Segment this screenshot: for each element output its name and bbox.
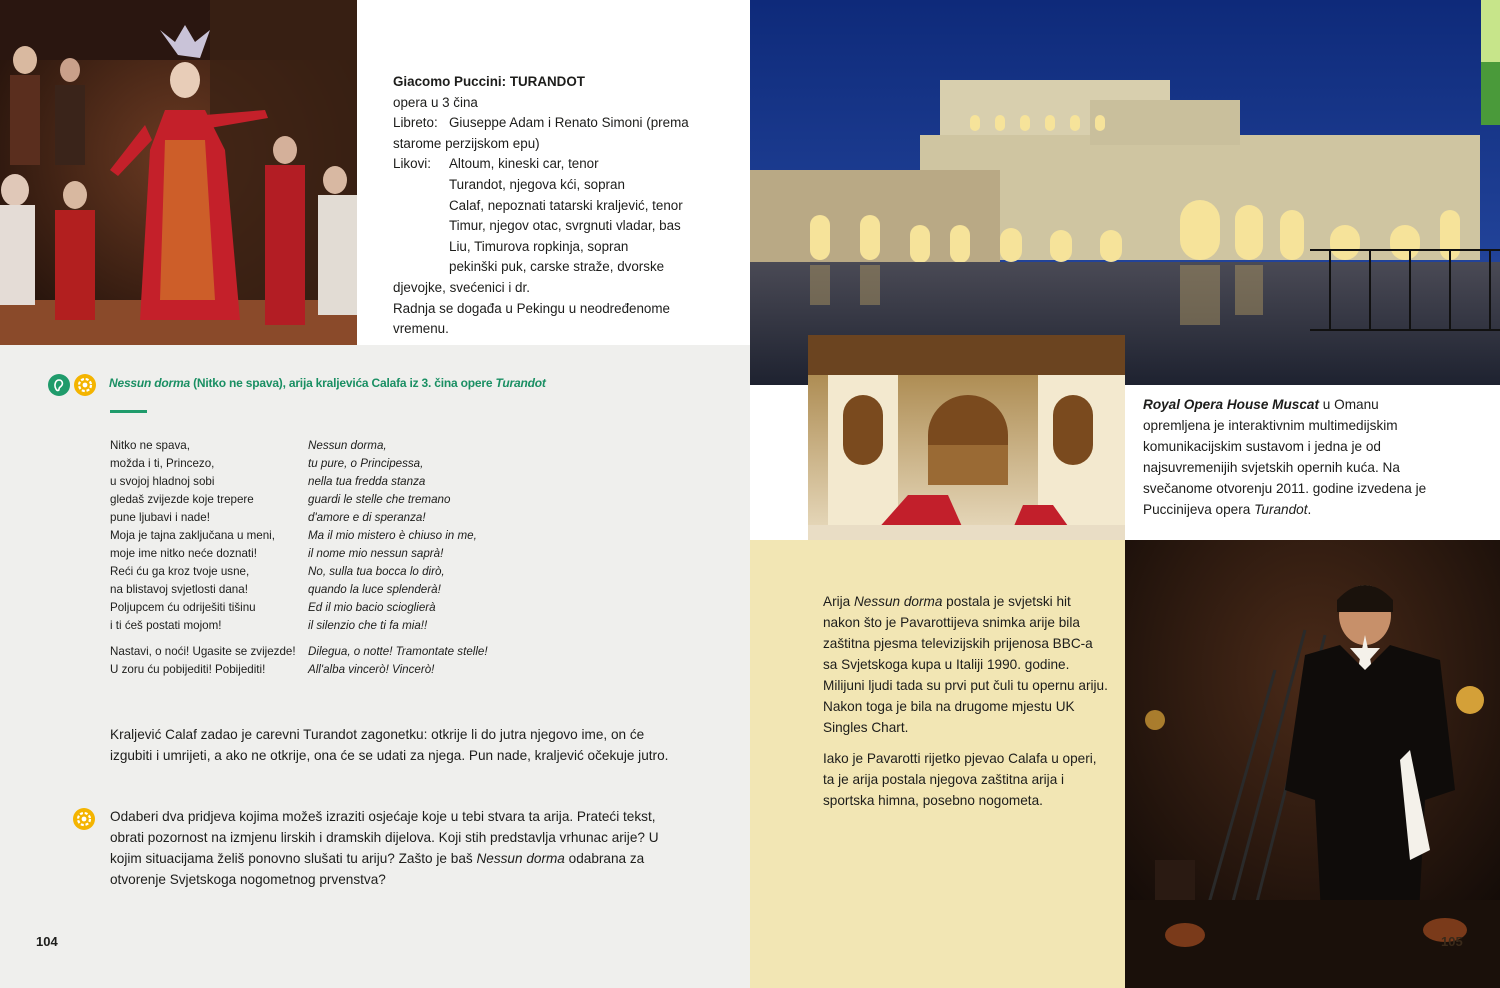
- lyric-line: All'alba vincerò! Vincerò!: [308, 663, 435, 676]
- aria-title-opera: Turandot: [495, 376, 546, 390]
- lyric-line: Ed il mio bacio scioglierà: [308, 601, 436, 614]
- opera-subtitle: opera u 3 čina: [393, 94, 478, 110]
- opera-house-muscat-photo: [750, 0, 1500, 385]
- paragraph: [823, 591, 1108, 738]
- lyric-line: U zoru ću pobijediti! Pobijediti!: [110, 663, 266, 676]
- lyric-line: Poljupcem ću odriješiti tišinu: [110, 601, 256, 614]
- character-line: Calaf, nepoznati tatarski kraljević, tenor: [449, 197, 683, 213]
- aria-title-rest: (Nitko ne spava), arija kraljevića Calafa iz 3. čina opere: [189, 376, 496, 390]
- lyric-line: nella tua fredda stanza: [308, 475, 426, 488]
- setting-line: vremenu.: [393, 321, 449, 337]
- pavarotti-concert-photo: [1125, 540, 1500, 988]
- task-text: [110, 806, 685, 890]
- lyric-line: guardi le stelle che tremano: [308, 493, 451, 506]
- lyric-line: gledaš zvijezde koje trepere: [110, 493, 254, 506]
- libreto-row: [393, 113, 693, 134]
- caption-end: .: [1307, 502, 1312, 517]
- gear-icon: [73, 808, 95, 830]
- opera-house-caption: [1143, 394, 1443, 520]
- setting-line: Radnja se događa u Pekingu u neodređenome: [393, 300, 670, 316]
- character-line: Liu, Timurova ropkinja, sopran: [449, 238, 629, 254]
- libreto-continued: starome perzijskom epu): [393, 135, 540, 151]
- gear-icon: [74, 374, 96, 396]
- lyric-line: možda i ti, Princezo,: [110, 457, 215, 470]
- likovi-label: Likovi:: [393, 156, 431, 172]
- paragraph-italic: Nessun dorma: [853, 594, 943, 609]
- lyric-line: Nitko ne spava,: [110, 439, 190, 452]
- character-line: pekinški puk, carske straže, dvorske: [449, 259, 665, 275]
- lyric-line: No, sulla tua bocca lo dirò,: [308, 565, 445, 578]
- opera-info: [393, 72, 693, 340]
- aria-heading: [48, 373, 708, 397]
- task-part: odabrana za otvorenje Svjetskoga nogometnog prvenstva?: [110, 851, 645, 887]
- chapter-tab: [1481, 0, 1500, 125]
- lyric-line: u svojoj hladnoj sobi: [110, 475, 215, 488]
- character-line: Timur, njegov otac, svrgnuti vladar, bas: [449, 218, 681, 234]
- lyric-line: na blistavoj svjetlosti dana!: [110, 583, 248, 596]
- lyric-line: il nome mio nessun saprà!: [308, 547, 444, 560]
- task-italic: Nessun dorma: [476, 851, 565, 866]
- lyric-line: il silenzio che ti fa mia!!: [308, 619, 428, 632]
- paragraph-part: Arija: [823, 594, 854, 609]
- turandot-stage-photo: [0, 0, 357, 345]
- aria-heading-rule: [110, 410, 147, 413]
- caption-bold: Royal Opera House Muscat: [1143, 397, 1320, 412]
- aria-title: [109, 376, 546, 390]
- paragraph-part: postala je svjetski hit nakon što je Pavarottijeva snimka arije bila zaštitna pjesma televizijskih prijenosa BBC-a sa Svjetskoga kupa u Italiji 1990. godine. Milijuni ljudi tada su prvi put čuli tu opernu ariju. Nakon toga je bila na drugome mjestu UK Singles Chart.: [823, 594, 1108, 735]
- listen-ear-icon[interactable]: [48, 374, 70, 396]
- lyrics-italian: [308, 437, 528, 679]
- lyric-line: quando la luce splenderà!: [308, 583, 441, 596]
- lyric-line: Moja je tajna zaključana u meni,: [110, 529, 275, 542]
- task-part: Odaberi dva pridjeva kojima možeš izraziti osjećaje koje u tebi stvara ta arija. Prateći tekst, obrati pozornost na izmjenu lirskih i dramskih dijelova. Koji stih predstavlja vrhunac arije? U kojim situacijama želiš ponovno slušati tu ariju? Zašto je baš: [110, 809, 659, 866]
- paragraph: Iako je Pavarotti rijetko pjevao Calafa u operi, ta je arija postala njegova zaštitna arija i sportska himna, posebno nogometa.: [823, 751, 1097, 808]
- libreto-value: Giuseppe Adam i Renato Simoni (prema: [449, 115, 689, 131]
- lyric-line: Reći ću ga kroz tvoje usne,: [110, 565, 250, 578]
- caption-text: u Omanu opremljena je interaktivnim multimedijskim komunikacijskim sustavom i jedna je od najsuvremenijih svjetskih opernih kuća. Na svečanome otvorenju 2011. godine izvedena je Puccinijeva opera: [1143, 397, 1427, 517]
- opera-title: Giacomo Puccini: TURANDOT: [393, 74, 585, 89]
- lyric-line: pune ljubavi i nade!: [110, 511, 210, 524]
- page-number-left: 104: [36, 934, 58, 949]
- libreto-label: Libreto:: [393, 115, 438, 131]
- story-summary: Kraljević Calaf zadao je carevni Turandot zagonetku: otkrije li do jutra njegovo ime, on će izgubiti i umrijeti, a ako ne otkrije, ona će se udati za njega. Pun nade, kraljević očekuje jutro.: [110, 727, 669, 763]
- lyric-line: moje ime nitko neće doznati!: [110, 547, 257, 560]
- lyric-line: Ma il mio mistero è chiuso in me,: [308, 529, 477, 542]
- character-line: Turandot, njegova kći, sopran: [449, 176, 625, 192]
- lyric-line: Nastavi, o noći! Ugasite se zvijezde!: [110, 645, 296, 658]
- lyric-line: tu pure, o Principessa,: [308, 457, 424, 470]
- character-line: Altoum, kineski car, tenor: [449, 156, 599, 172]
- lyric-line: Nessun dorma,: [308, 439, 387, 452]
- aria-title-italic: Nessun dorma: [109, 376, 190, 390]
- caption-italic: Turandot: [1254, 502, 1308, 517]
- lyric-line: i ti ćeš postati mojom!: [110, 619, 222, 632]
- lyric-line: Dilegua, o notte! Tramontate stelle!: [308, 645, 488, 658]
- characters-continued: djevojke, svećenici i dr.: [393, 279, 530, 295]
- lyric-line: d'amore e di speranza!: [308, 511, 426, 524]
- page-number-right: 105: [1441, 934, 1463, 949]
- opera-house-interior-photo: [808, 335, 1125, 540]
- likovi-row: [393, 154, 693, 175]
- info-panel-text: [823, 591, 1108, 821]
- lyrics-croatian: [110, 437, 300, 679]
